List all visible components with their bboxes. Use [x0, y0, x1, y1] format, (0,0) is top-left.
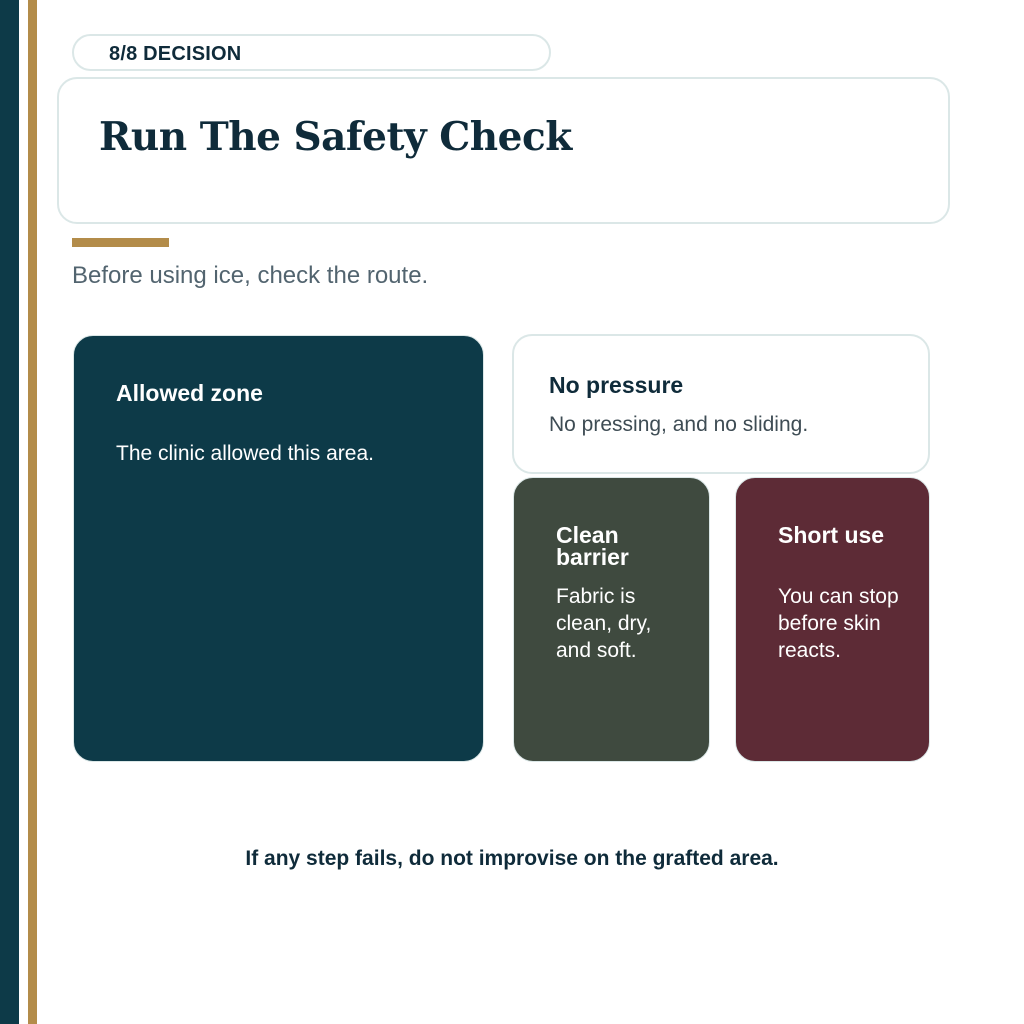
- step-indicator: [72, 34, 551, 71]
- page-subtitle: Before using ice, check the route.: [72, 262, 429, 289]
- card-title: Clean barrier: [556, 522, 629, 570]
- footer-warning: If any step fails, do not improvise on the grafted area.: [245, 847, 779, 870]
- card-body: Fabric is clean, dry, and soft.: [556, 585, 652, 662]
- card-title: Short use: [778, 522, 885, 548]
- step-label: 8/8 DECISION: [109, 43, 242, 65]
- card-body: No pressing, and no sliding.: [549, 413, 809, 436]
- card-allowed-zone: [73, 335, 484, 762]
- card-body: The clinic allowed this area.: [116, 442, 374, 465]
- card-title: Allowed zone: [116, 380, 263, 406]
- title-card: [57, 77, 950, 224]
- card-title: No pressure: [549, 372, 684, 398]
- card-clean-barrier: [513, 477, 710, 762]
- accent-bar: [72, 238, 169, 247]
- page-title: Run The Safety Check: [99, 114, 572, 160]
- card-short-use: [735, 477, 930, 762]
- card-no-pressure: [512, 334, 930, 474]
- card-body: You can stop before skin reacts.: [778, 585, 899, 662]
